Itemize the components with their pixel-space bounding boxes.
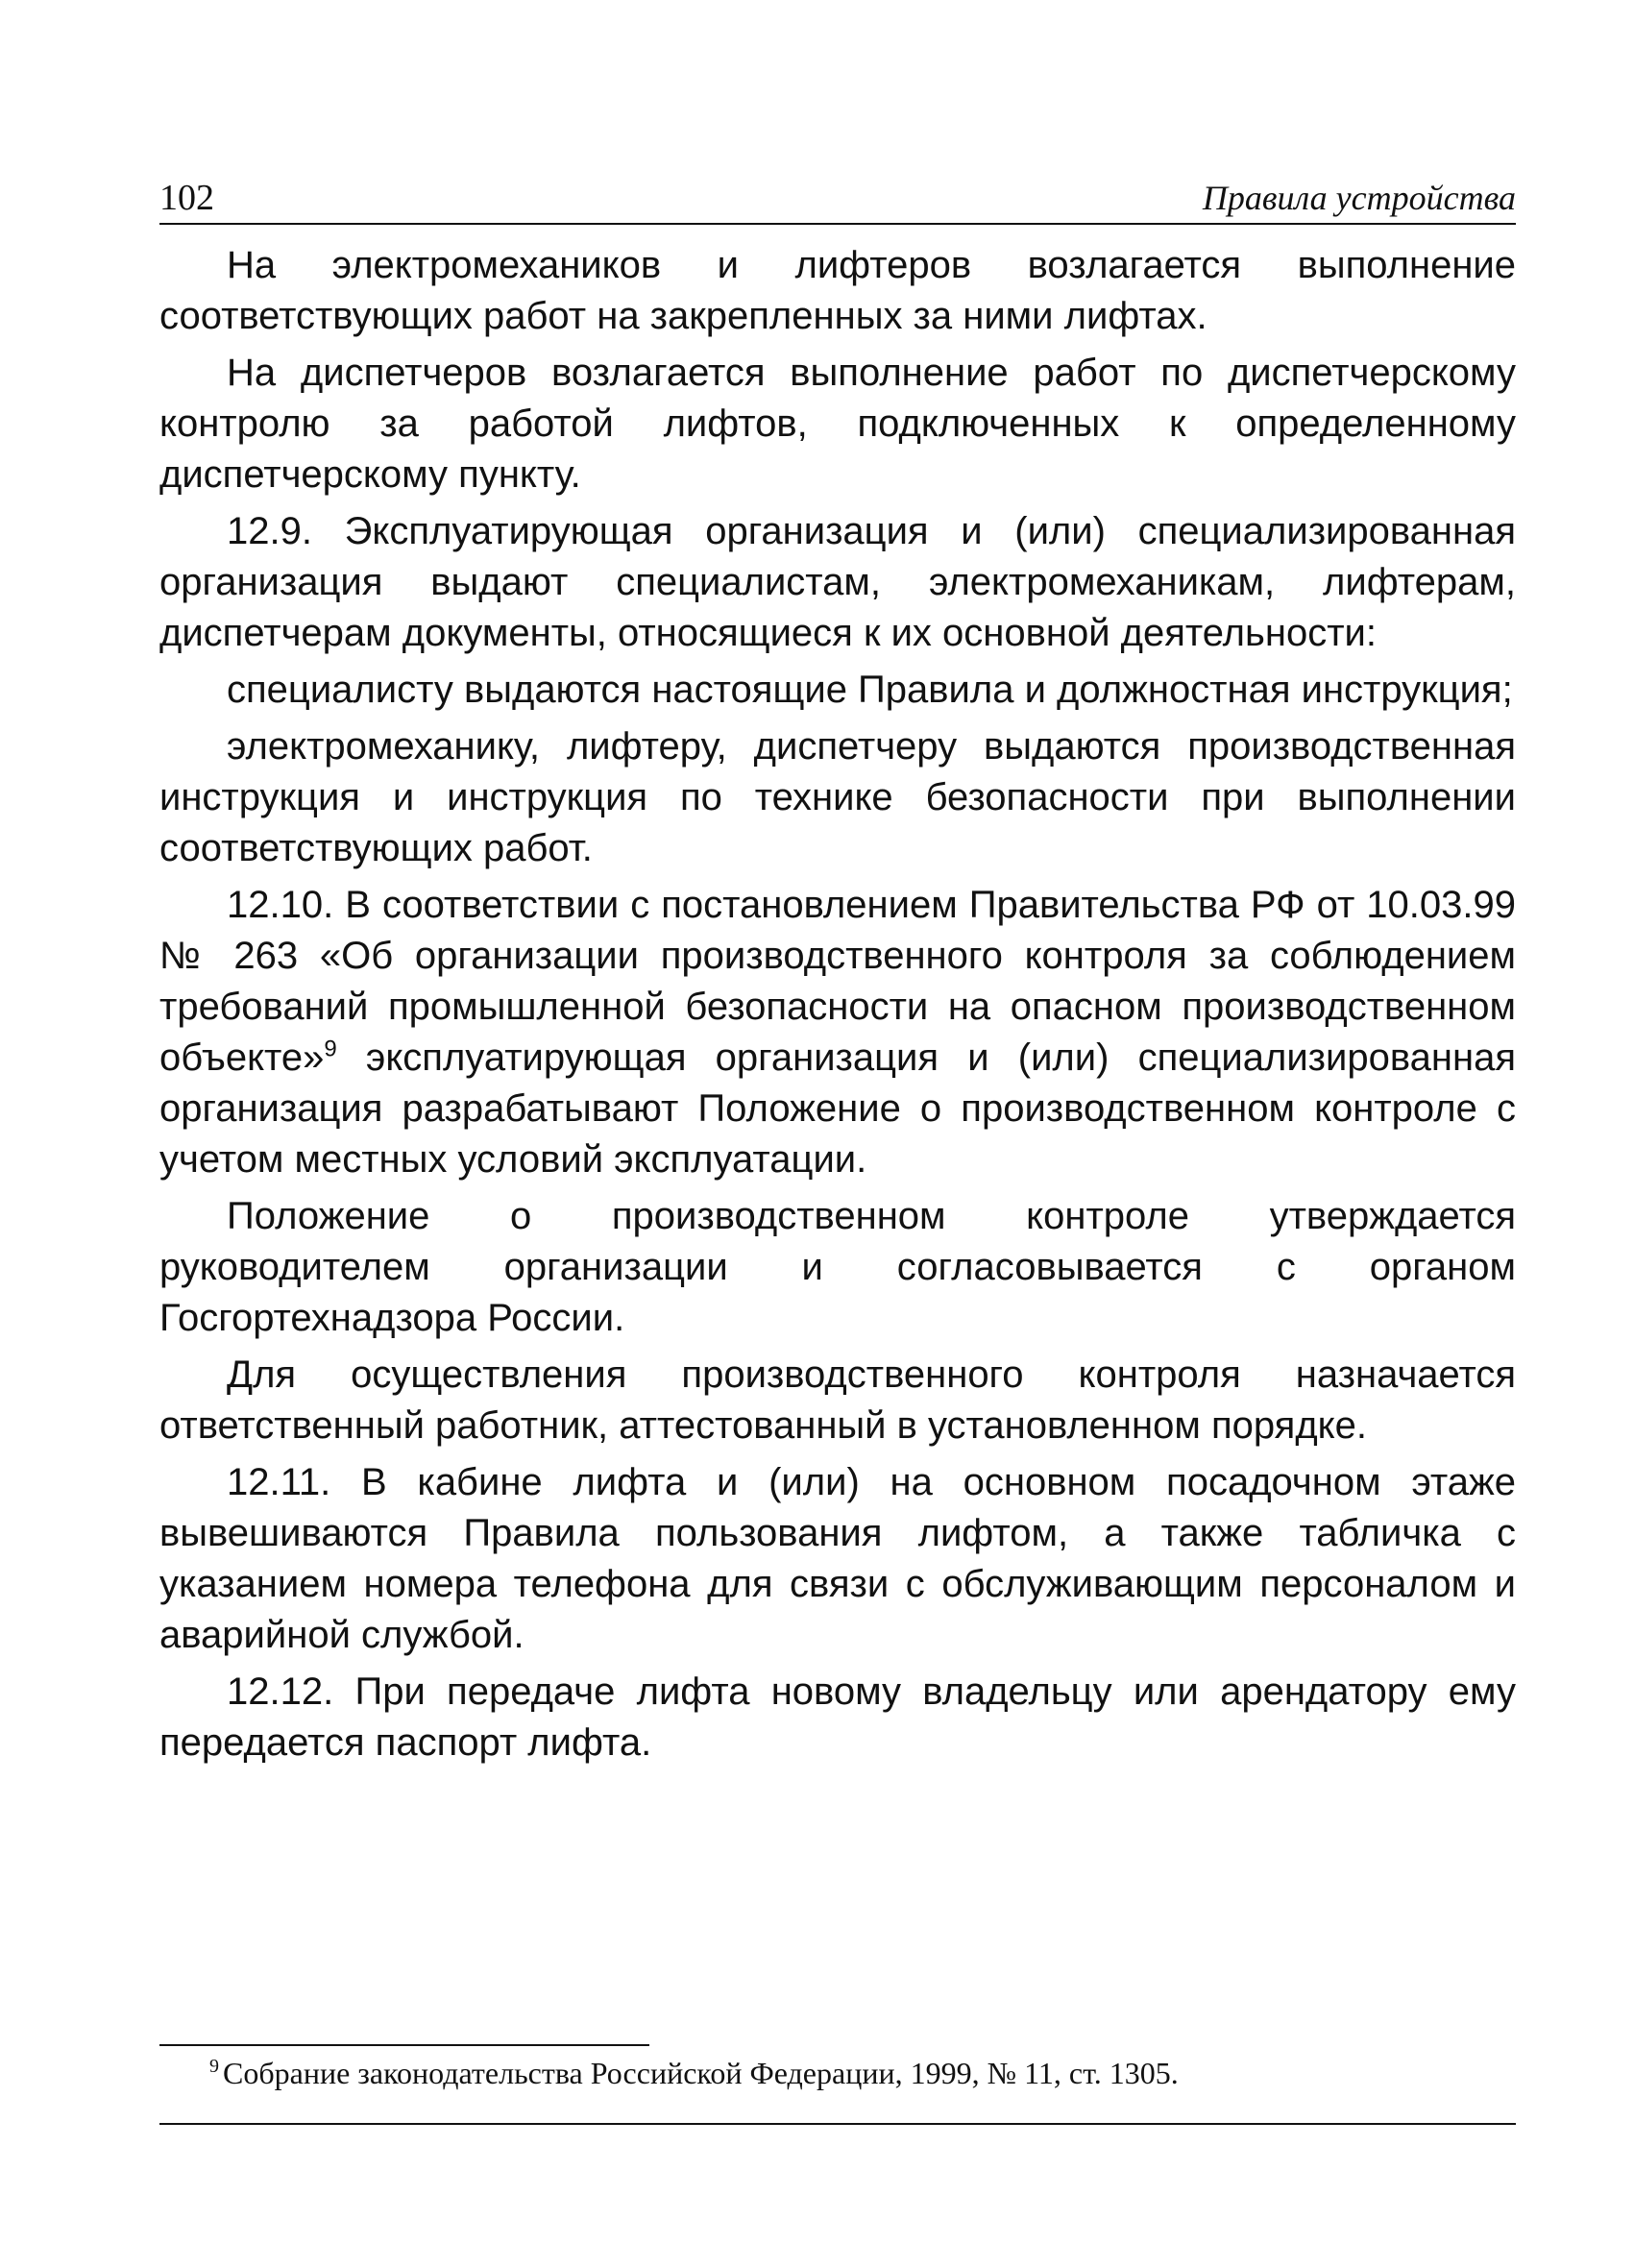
paragraph: электромеханику, лифтеру, диспетчеру выдаются производственная инструкция и инструкция по технике безопасности при выполнении соответствующих работ. bbox=[159, 725, 1516, 869]
paragraph: специалисту выдаются настоящие Правила и должностная инструкция; bbox=[227, 669, 1513, 711]
paragraph: Для осуществления производственного контроля назначается ответственный работник, аттестованный в установленном порядке. bbox=[159, 1353, 1516, 1447]
paragraph: 12.12. При передаче лифта новому владельцу или арендатору ему передается паспорт лифта. bbox=[159, 1671, 1516, 1764]
paragraph: На диспетчеров возлагается выполнение работ по диспетчерскому контролю за работой лифтов, подключенных к определенному диспетчерскому пункту. bbox=[159, 352, 1516, 496]
paragraph: 12.11. В кабине лифта и (или) на основном посадочном этаже вывешиваются Правила пользования лифтом, а также табличка с указанием номера телефона для связи с обслуживающим персоналом и аварийной службой. bbox=[159, 1461, 1516, 1656]
paragraph-text-before-ref: 12.10. В соответствии с постановлением Правительства РФ от 10.03.99 № 263 «Об организации производственного контроля за соблюдением требований промышленной безопасности на опасном производственном объекте» bbox=[159, 884, 1516, 1079]
footnote bbox=[209, 2052, 1516, 2094]
paragraph: 12.9. Эксплуатирующая организация и (или) специализированная организация выдают специалистам, электромеханикам, лифтерам, диспетчерам документы, относящиеся к их основной деятельности: bbox=[159, 510, 1516, 654]
footnote-text: Собрание законодательства Российской Федерации, 1999, № 11, ст. 1305. bbox=[223, 2056, 1179, 2090]
running-title: Правила устройства bbox=[1202, 179, 1516, 217]
paragraph: На электромехаников и лифтеров возлагается выполнение соответствующих работ на закрепленных за ними лифтах. bbox=[159, 244, 1516, 337]
page-bottom-rule bbox=[159, 2123, 1516, 2125]
footnote-divider bbox=[159, 2044, 649, 2046]
footnote-mark: 9 bbox=[209, 2056, 219, 2078]
footnote-reference: 9 bbox=[324, 1036, 337, 1062]
page-number: 102 bbox=[159, 178, 214, 218]
paragraph-text-after-ref: эксплуатирующая организация и (или) специализированная организация разрабатывают Положение о производственном контроле с учетом местных условий эксплуатации. bbox=[159, 1036, 1516, 1181]
paragraph: Положение о производственном контроле утверждается руководителем организации и согласовывается с органом Госгортехнадзора России. bbox=[159, 1195, 1516, 1339]
page-header bbox=[159, 169, 1516, 225]
body-text bbox=[159, 240, 1516, 1774]
paragraph-with-footnote bbox=[159, 880, 1516, 1185]
